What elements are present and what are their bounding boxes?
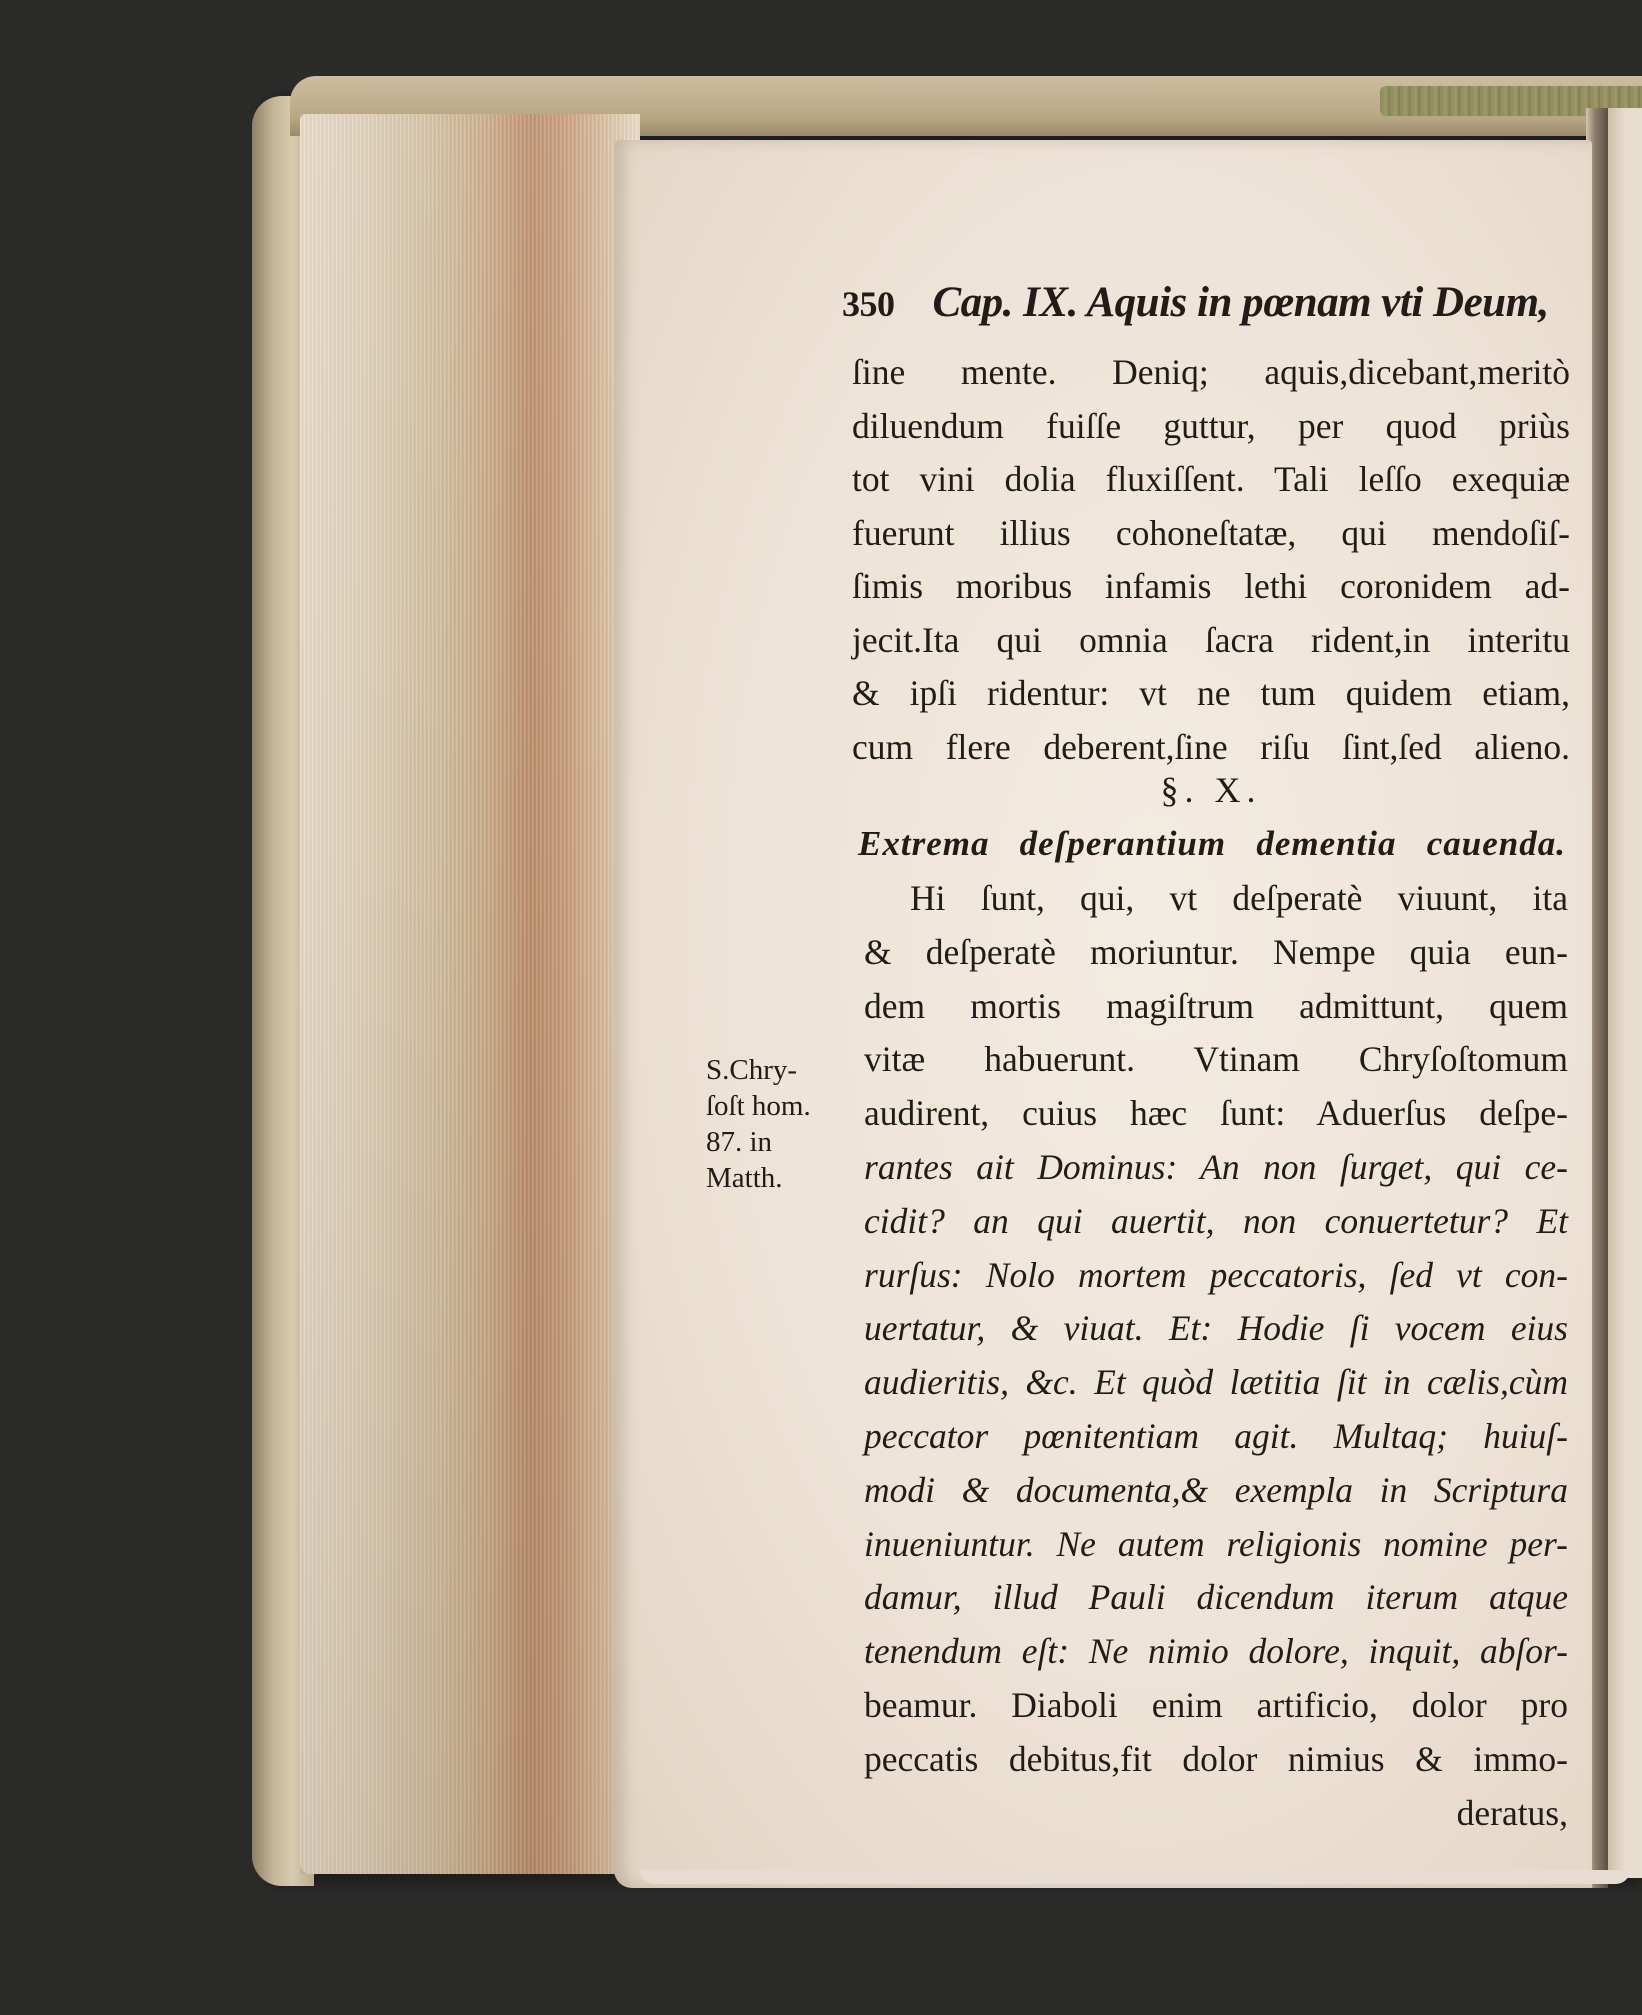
text-line: audirent, cuius hæc ſunt: Aduerſus deſpe- <box>864 1093 1568 1134</box>
section-number: §. X. <box>1160 770 1262 810</box>
page-number: 350 <box>842 284 895 324</box>
text-line: vitæ habuerunt. Vtinam Chryſoſtomum <box>864 1039 1568 1080</box>
text-line: cidit? an qui auertit, non conuertetur? Et <box>864 1200 1568 1241</box>
text-line: rantes ait Dominus: An non ſurget, qui ce- <box>864 1146 1568 1187</box>
text-line: inueniuntur. Ne autem religionis nomine per- <box>864 1523 1568 1564</box>
margin-line: S.Chry- <box>706 1054 798 1086</box>
text-line: peccatis debitus,fit dolor nimius & immo- <box>864 1738 1568 1779</box>
text-line: ſimis moribus infamis lethi coronidem ad- <box>852 566 1570 606</box>
text-line: tot vini dolia fluxiſſent. Tali leſſo exequiæ <box>852 459 1570 499</box>
page-bottom-edge <box>640 1870 1630 1884</box>
section-title: Extrema deſperantium dementia cauenda. <box>858 824 1566 863</box>
running-head-title: Cap. IX. Aquis in pœnam vti Deum, <box>932 279 1549 326</box>
margin-line: ſoſt hom. <box>706 1090 811 1122</box>
paragraph-continuation <box>852 346 1570 774</box>
marginal-citation <box>706 1052 856 1196</box>
margin-line: Matth. <box>706 1162 783 1194</box>
text-line: & ipſi ridentur: vt ne tum quidem etiam, <box>852 673 1570 713</box>
text-line: modi & documenta,& exempla in Scriptura <box>864 1469 1568 1510</box>
text-line: cum flere deberent,ſine riſu ſint,ſed alieno. <box>852 726 1570 767</box>
text-line: deratus, <box>1456 1792 1568 1833</box>
text-line: peccator pœnitentiam agit. Multaq; huiuſ- <box>864 1415 1568 1456</box>
running-head <box>842 275 1564 332</box>
text-line: tenendum eſt: Ne nimio dolore, inquit, abſor- <box>864 1631 1568 1672</box>
text-line: damur, illud Pauli dicendum iterum atque <box>864 1577 1568 1618</box>
text-line: diluendum fuiſſe guttur, per quod priùs <box>852 405 1570 446</box>
text-line: dem mortis magiſtrum admittunt, quem <box>864 985 1568 1026</box>
margin-line: 87. in <box>706 1126 773 1158</box>
text-line: uertatur, & viuat. Et: Hodie ſi vocem eius <box>864 1308 1568 1349</box>
page-block-edge <box>300 114 640 1874</box>
text-line: ſine mente. Deniq; aquis,dicebant,meritò <box>852 352 1570 392</box>
text-line: & deſperatè moriuntur. Nempe quia eun- <box>864 931 1568 972</box>
text-line: beamur. Diaboli enim artificio, dolor pro <box>864 1684 1568 1725</box>
text-line: jecit.Ita qui omnia ſacra rident,in interitu <box>852 619 1570 660</box>
text-line: fuerunt illius cohoneſtatæ, qui mendoſiſ- <box>852 512 1570 553</box>
facing-page-edge <box>1606 108 1642 1878</box>
text-line: audieritis, &c. Et quòd lætitia ſit in cælis,cùm <box>864 1362 1568 1403</box>
section-paragraph <box>864 872 1568 1840</box>
text-line: rurſus: Nolo mortem peccatoris, ſed vt con- <box>864 1254 1568 1295</box>
text-line: Hi ſunt, qui, vt deſperatè viuunt, ita <box>910 878 1568 918</box>
